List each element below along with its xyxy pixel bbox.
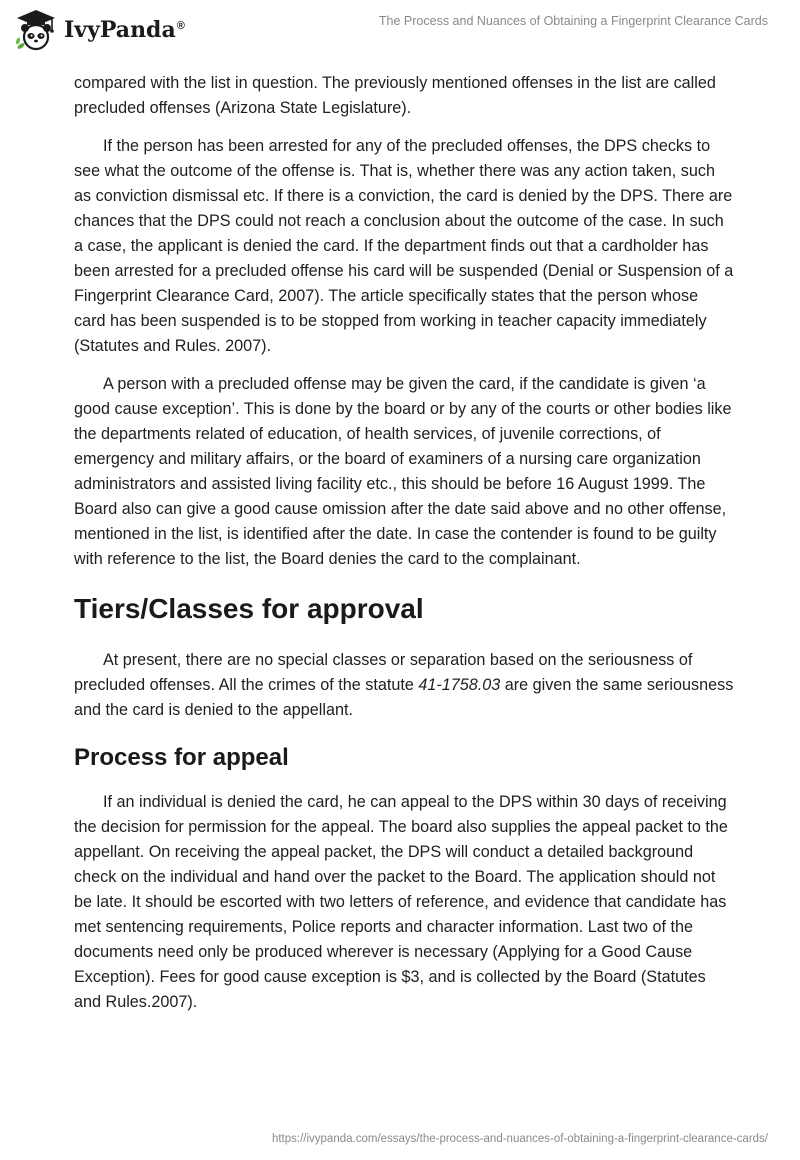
paragraph-4-text-b: are given the same seriousness and the card is denied to the appellant. [74,676,734,719]
paragraph-1: compared with the list in question. The previously mentioned offenses in the list are called precluded offenses (Arizona State Legislature). [74,74,716,117]
source-url[interactable]: https://ivypanda.com/essays/the-process-and-nuances-of-obtaining-a-fingerprint-clearance-cards/ [271,1133,768,1145]
registered-mark: ® [176,19,185,32]
document-body [74,71,734,1028]
page-header [0,0,800,66]
paragraph-3: A person with a precluded offense may be given the card, if the candidate is given ‘a good cause exception’. This is done by the board or by any of the courts or other bodies like the departments related of education, of health services, of juvenile corrections, of emergency and military affairs, or the board of examiners of a nursing care organization administrators and assisted living facility etc., this should be before 16 August 1999. The Board also can give a good cause omission after the date said above and no other offense, mentioned in the list, is identified after the date. In case the contender is found to be guilty with reference to the list, the Board denies the card to the complainant. [74,375,732,568]
paragraph-4 [74,648,734,723]
ivypanda-logo[interactable] [14,8,185,52]
paragraph-4-text-a: At present, there are no special classes or separation based on the seriousness of precluded offenses. All the crimes of the statute [74,651,693,694]
panda-graduate-icon [14,8,58,52]
logo-wordmark: IvyPanda® [64,17,185,43]
paragraph-5: If an individual is denied the card, he can appeal to the DPS within 30 days of receiving the decision for permission for the appeal. The board also supplies the appeal packet to the appellant. On receiving the appeal packet, the DPS will conduct a detailed background check on the individual and hand over the packet to the Board. The application should not be late. It should be escorted with two letters of reference, and evidence that candidate has met sentencing requirements, Police reports and character information. Last two of the documents need only be produced wherever is necessary (Applying for a Good Cause Exception). Fees for good cause exception is $3, and is collected by the Board (Statutes and Rules.2007). [74,793,728,1011]
document-title: The Process and Nuances of Obtaining a Fingerprint Clearance Cards [378,14,768,28]
statute-number: 41-1758.03 [418,676,501,694]
paragraph-2: If the person has been arrested for any of the precluded offenses, the DPS checks to see what the outcome of the offense is. That is, whether there was any action taken, such as conviction dismissal etc. If there is a conviction, the card is denied by the DPS. There are chances that the DPS could not reach a conclusion about the outcome of the case. In such a case, the applicant is denied the card. If the department finds out that a cardholder has been arrested for a precluded offense his card will be suspended (Denial or Suspension of a Fingerprint Clearance Card, 2007). The article specifically states that the person whose card has been suspended is to be stopped from working in teacher capacity immediately (Statutes and Rules. 2007). [74,137,734,355]
heading-process-appeal: Process for appeal [74,744,289,771]
heading-tiers-classes: Tiers/Classes for approval [74,593,424,624]
